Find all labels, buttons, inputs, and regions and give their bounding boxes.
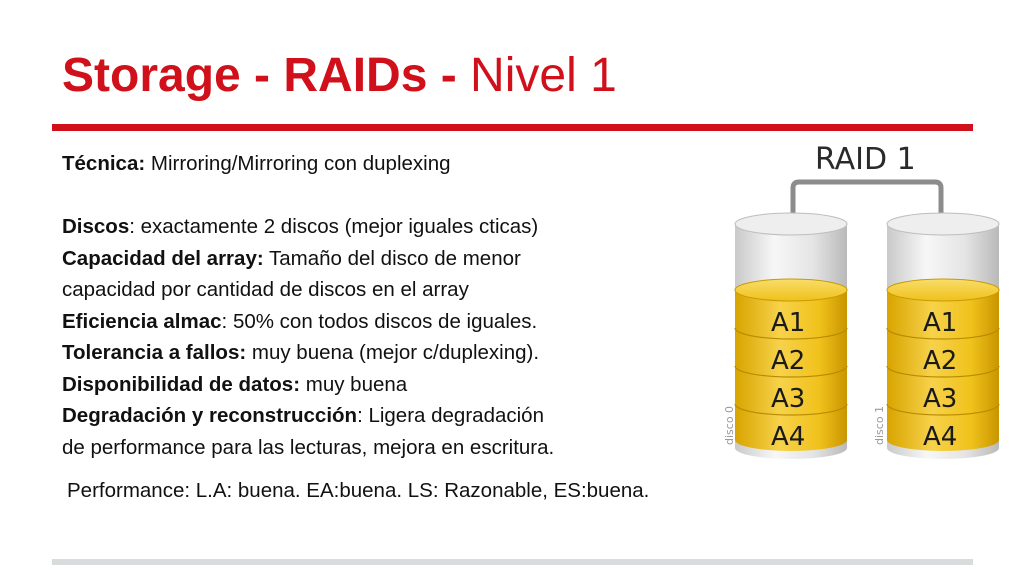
tecnica-label: Técnica: <box>62 152 146 175</box>
line-capacidad-cont <box>62 274 702 306</box>
slide-body <box>62 148 702 463</box>
body-spacer <box>62 180 702 212</box>
title-underline <box>52 124 973 131</box>
disk-1-data-top <box>887 279 999 301</box>
disk-0-block-a1: A1 <box>771 308 806 338</box>
raid1-diagram <box>715 138 1015 478</box>
slide-title-light: Nivel 1 <box>470 49 617 102</box>
line-capacidad <box>62 243 702 275</box>
disk-0-block-a4: A4 <box>771 422 806 452</box>
footer-rule <box>52 559 973 565</box>
disk-1-block-a4: A4 <box>923 422 958 452</box>
disk-1 <box>873 213 999 459</box>
eficiencia-value: : 50% con todos discos de iguales. <box>221 309 538 333</box>
slide-title-bold: Storage - RAIDs - <box>62 49 471 102</box>
line-degradacion-cont <box>62 432 702 464</box>
raid1-diagram-svg <box>715 138 1015 478</box>
disponibilidad-value: muy buena <box>300 372 408 396</box>
disk-0-glass-top <box>735 213 847 235</box>
discos-label: Discos <box>62 215 130 238</box>
disk-1-block-a2: A2 <box>923 346 958 376</box>
line-tecnica <box>62 148 702 180</box>
disk-0 <box>723 213 847 459</box>
capacidad-label: Capacidad del array: <box>62 246 264 270</box>
disk-1-block-a1: A1 <box>923 308 958 338</box>
line-disponibilidad <box>62 369 702 401</box>
disk-0-data-top <box>735 279 847 301</box>
disk-0-block-a3: A3 <box>771 384 806 414</box>
disk-0-block-a2: A2 <box>771 346 806 376</box>
disk-1-block-a3: A3 <box>923 384 958 414</box>
capacidad-value-2: capacidad por cantidad de discos en el array <box>62 278 469 301</box>
discos-value: : exactamente 2 discos (mejor iguales cticas) <box>129 215 539 238</box>
tolerancia-value: muy buena (mejor c/duplexing). <box>246 341 540 364</box>
slide-title <box>62 46 617 106</box>
disponibilidad-label: Disponibilidad de datos: <box>62 372 301 396</box>
eficiencia-label: Eficiencia almac <box>62 309 222 333</box>
line-discos <box>62 211 702 243</box>
disk-0-side-label: disco 0 <box>723 405 736 445</box>
line-tolerancia <box>62 337 702 369</box>
performance-line: Performance: L.A: buena. EA:buena. LS: Razonable, ES:buena. <box>67 479 650 502</box>
disk-1-glass-top <box>887 213 999 235</box>
degradacion-label: Degradación y reconstrucción <box>62 404 358 427</box>
capacidad-value-1: Tamaño del disco de menor <box>263 246 521 270</box>
degradacion-value-2: de performance para las lecturas, mejora en escritura. <box>62 435 555 459</box>
line-degradacion <box>62 400 702 432</box>
tolerancia-label: Tolerancia a fallos: <box>62 341 247 364</box>
degradacion-value-1: : Ligera degradación <box>357 404 544 427</box>
disk-1-side-label: disco 1 <box>873 405 886 445</box>
line-eficiencia <box>62 306 702 338</box>
raid-title: RAID 1 <box>815 142 916 177</box>
tecnica-value: Mirroring/Mirroring con duplexing <box>145 152 451 175</box>
